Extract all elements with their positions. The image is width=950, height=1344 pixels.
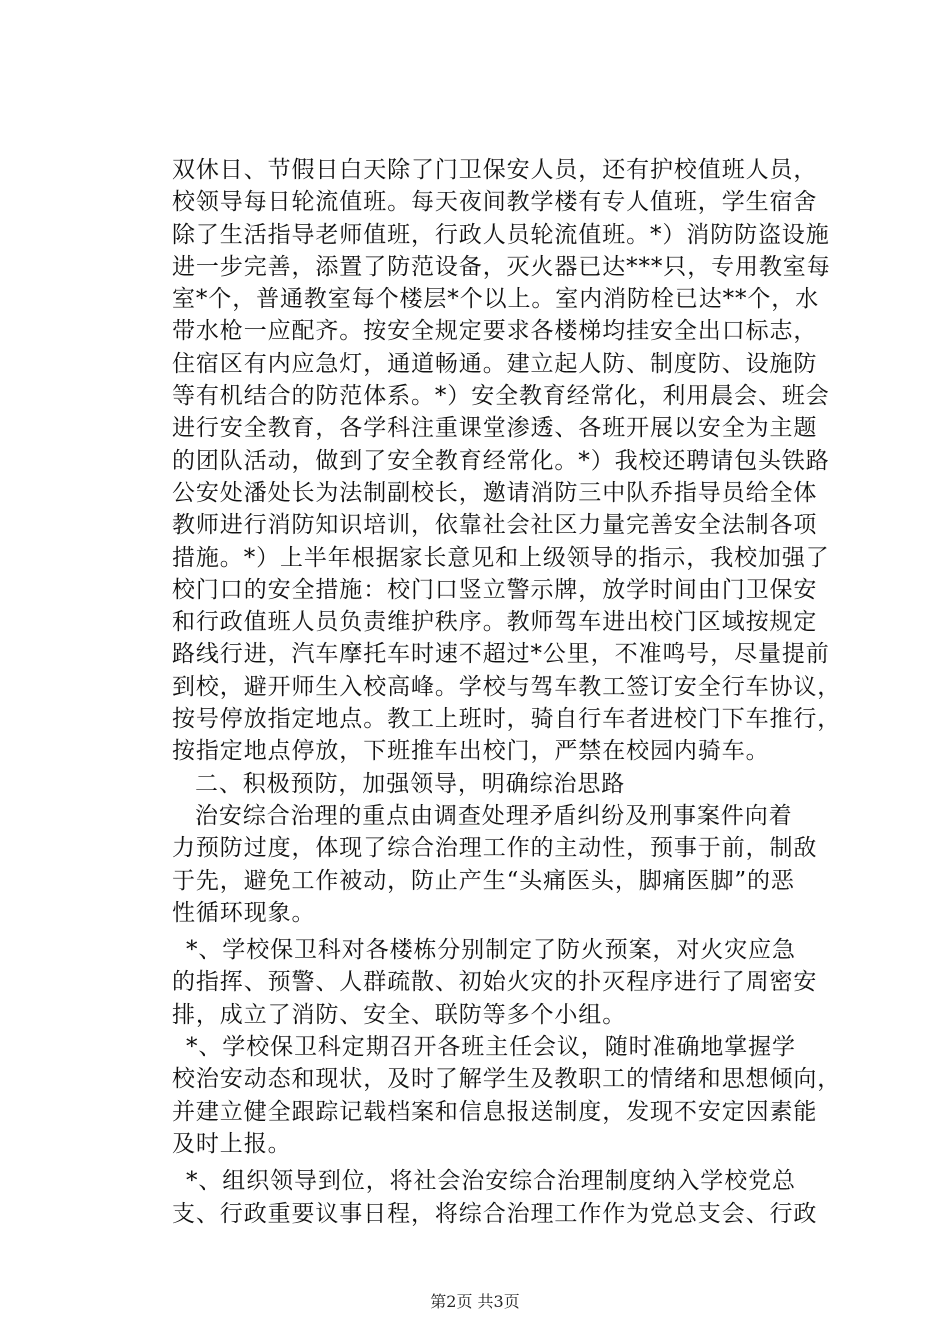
text-line: *、学校保卫科定期召开各班主任会议，随时准确地掌握学 xyxy=(186,1034,796,1061)
text-line: 等有机结合的防范体系。*）安全教育经常化，利用晨会、班会 xyxy=(172,383,830,410)
text-line: 按号停放指定地点。教工上班时，骑自行车者进校门下车推行， xyxy=(172,706,842,733)
text-line: 校门口的安全措施：校门口竖立警示牌，放学时间由门卫保安 xyxy=(172,576,818,603)
text-line: 排，成立了消防、安全、联防等多个小组。 xyxy=(172,1001,627,1028)
text-line: *、学校保卫科对各楼栋分别制定了防火预案，对火灾应急 xyxy=(186,937,796,964)
text-line: 进行安全教育，各学科注重课堂渗透、各班开展以安全为主题 xyxy=(172,415,818,442)
text-line: 力预防过度，体现了综合治理工作的主动性，预事于前，制敌 xyxy=(172,835,818,862)
text-line: 到校，避开师生入校高峰。学校与驾车教工签订安全行车协议， xyxy=(172,673,842,700)
text-line: 带水枪一应配齐。按安全规定要求各楼梯均挂安全出口标志， xyxy=(172,318,818,345)
text-line: 性循环现象。 xyxy=(172,899,316,926)
text-line: 路线行进，汽车摩托车时速不超过*公里，不准鸣号，尽量提前 xyxy=(172,641,830,668)
text-line: 校治安动态和现状，及时了解学生及教职工的情绪和思想倾向， xyxy=(172,1066,842,1093)
text-line: 公安处潘处长为法制副校长，邀请消防三中队乔指导员给全体 xyxy=(172,479,818,506)
text-line: 住宿区有内应急灯，通道畅通。建立起人防、制度防、设施防 xyxy=(172,350,818,377)
text-line: 于先，避免工作被动，防止产生“头痛医头，脚痛医脚”的恶 xyxy=(172,867,795,894)
text-line: 措施。*）上半年根据家长意见和上级领导的指示，我校加强了 xyxy=(172,544,830,571)
text-line: 进一步完善，添置了防范设备，灭火器已达***只，专用教室每 xyxy=(172,253,831,280)
text-line: *、组织领导到位，将社会治安综合治理制度纳入学校党总 xyxy=(186,1168,796,1195)
text-line: 校领导每日轮流值班。每天夜间教学楼有专人值班，学生宿舍 xyxy=(172,189,818,216)
text-line: 治安综合治理的重点由调查处理矛盾纠纷及刑事案件向着 xyxy=(195,802,793,829)
text-line: 教师进行消防知识培训，依靠社会社区力量完善安全法制各项 xyxy=(172,512,818,539)
text-line: 按指定地点停放，下班推车出校门，严禁在校园内骑车。 xyxy=(172,738,770,765)
text-line: 双休日、节假日白天除了门卫保安人员，还有护校值班人员， xyxy=(172,157,818,183)
page-number-footer: 第2页 共3页 xyxy=(430,1292,520,1311)
section-heading: 二、积极预防，加强领导，明确综治思路 xyxy=(195,770,626,797)
text-line: 并建立健全跟踪记载档案和信息报送制度，发现不安定因素能 xyxy=(172,1098,818,1125)
document-body xyxy=(172,154,842,1230)
text-line: 的指挥、预警、人群疏散、初始火灾的扑灭程序进行了周密安 xyxy=(172,969,818,996)
text-line: 室*个，普通教室每个楼层*个以上。室内消防栓已达**个，水 xyxy=(172,286,820,313)
text-line: 除了生活指导老师值班，行政人员轮流值班。*）消防防盗设施 xyxy=(172,221,830,248)
text-line: 支、行政重要议事日程，将综合治理工作作为党总支会、行政 xyxy=(172,1200,818,1227)
text-line: 和行政值班人员负责维护秩序。教师驾车进出校门区域按规定 xyxy=(172,609,818,636)
text-line: 的团队活动，做到了安全教育经常化。*）我校还聘请包头铁路 xyxy=(172,447,830,474)
text-line: 及时上报。 xyxy=(172,1130,292,1157)
